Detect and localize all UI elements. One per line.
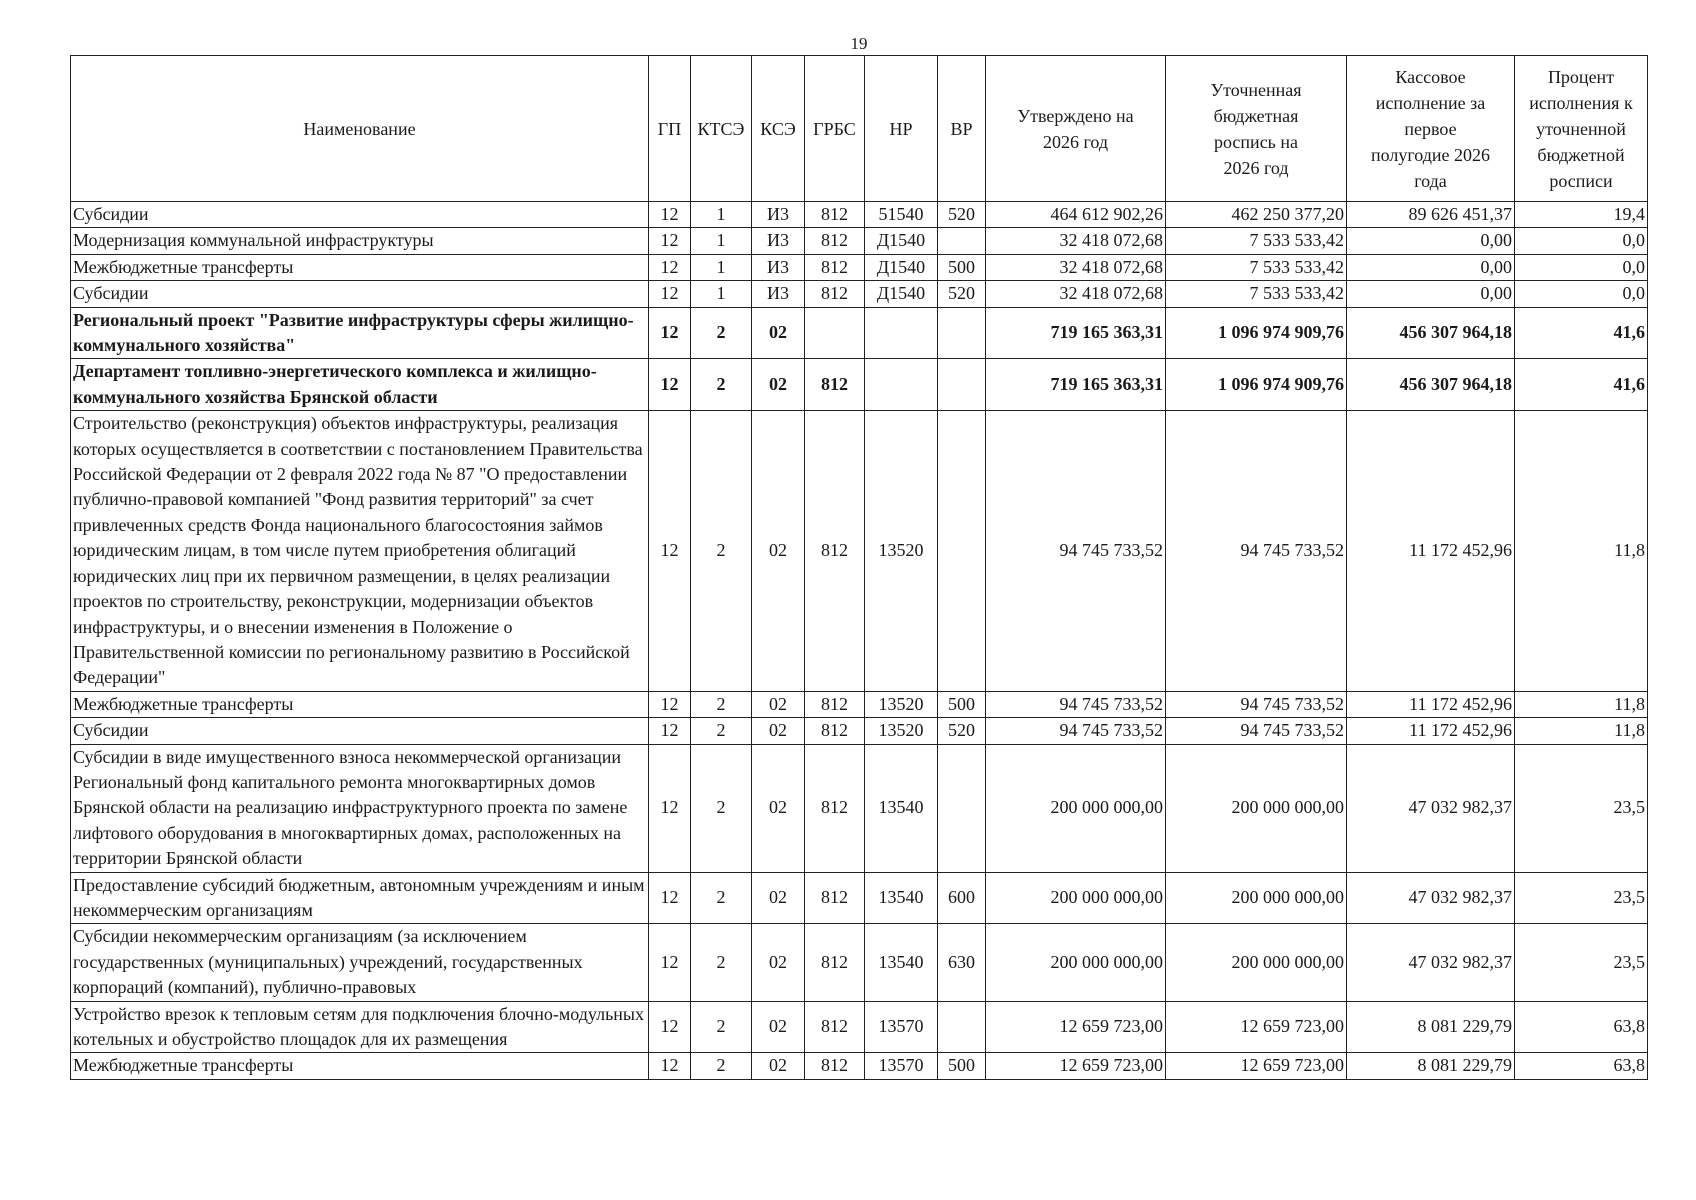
row-name: Департамент топливно-энергетического комплекса и жилищно-коммунального хозяйства Брянской области [71,359,649,411]
row-refined: 12 659 723,00 [1166,1053,1347,1079]
row-cash: 47 032 982,37 [1347,872,1515,924]
row-name: Модернизация коммунальной инфраструктуры [71,228,649,254]
row-percent: 63,8 [1515,1053,1648,1079]
row-percent: 0,0 [1515,228,1648,254]
row-kse: 02 [752,411,805,691]
row-approved: 32 418 072,68 [986,228,1166,254]
row-refined: 94 745 733,52 [1166,691,1347,717]
row-ktse: 2 [691,744,752,872]
row-approved: 94 745 733,52 [986,411,1166,691]
row-refined: 94 745 733,52 [1166,718,1347,744]
row-cash: 11 172 452,96 [1347,411,1515,691]
row-vr: 520 [938,281,986,307]
row-percent: 41,6 [1515,359,1648,411]
row-cash: 456 307 964,18 [1347,359,1515,411]
row-vr: 500 [938,254,986,280]
row-grbs: 812 [805,228,865,254]
budget-table [70,55,1648,1080]
header-row [71,56,1648,202]
row-refined: 462 250 377,20 [1166,202,1347,228]
header-refined: Уточненная бюджетная роспись на 2026 год [1166,56,1347,202]
table-row [71,872,1648,924]
row-kse: 02 [752,307,805,359]
row-grbs: 812 [805,202,865,228]
header-percent: Процент исполнения к уточненной бюджетной росписи [1515,56,1648,202]
row-kse: И3 [752,254,805,280]
row-refined: 7 533 533,42 [1166,228,1347,254]
row-gp: 12 [649,872,691,924]
table-body [71,202,1648,1080]
row-nr: 13540 [865,872,938,924]
row-nr: 13570 [865,1053,938,1079]
row-kse: 02 [752,691,805,717]
table-row [71,1053,1648,1079]
row-approved: 32 418 072,68 [986,254,1166,280]
row-kse: И3 [752,281,805,307]
row-approved: 464 612 902,26 [986,202,1166,228]
row-approved: 200 000 000,00 [986,872,1166,924]
row-gp: 12 [649,924,691,1001]
row-refined: 200 000 000,00 [1166,924,1347,1001]
row-name: Субсидии [71,202,649,228]
row-vr: 520 [938,718,986,744]
row-refined: 200 000 000,00 [1166,744,1347,872]
row-nr: 13540 [865,744,938,872]
row-grbs: 812 [805,1053,865,1079]
row-cash: 47 032 982,37 [1347,924,1515,1001]
table-row [71,744,1648,872]
row-cash: 0,00 [1347,254,1515,280]
row-percent: 41,6 [1515,307,1648,359]
row-refined: 1 096 974 909,76 [1166,359,1347,411]
row-nr: 13570 [865,1001,938,1053]
row-refined: 7 533 533,42 [1166,281,1347,307]
row-refined: 200 000 000,00 [1166,872,1347,924]
row-name: Субсидии [71,718,649,744]
row-name: Строительство (реконструкция) объектов инфраструктуры, реализация которых осуществляется в соответствии с постановлением Правительства Российской Федерации от 2 февраля 2022 года № 87 "О предоставлении публично-правовой компанией "Фонд развития территорий" за счет привлеченных средств Фонда национального благосостояния займов юридическим лицам, в том числе путем приобретения облигаций юридических лиц при их первичном размещении, в целях реализации проектов по строительству, реконструкции, модернизации объектов инфраструктуры, и о внесении изменения в Положение о Правительственной комиссии по региональному развитию в Российской Федерации" [71,411,649,691]
row-approved: 12 659 723,00 [986,1053,1166,1079]
row-approved: 719 165 363,31 [986,359,1166,411]
row-nr: 51540 [865,202,938,228]
row-name: Межбюджетные трансферты [71,1053,649,1079]
row-nr: 13520 [865,718,938,744]
header-nr: НР [865,56,938,202]
row-ktse: 2 [691,1053,752,1079]
table-row [71,718,1648,744]
row-cash: 456 307 964,18 [1347,307,1515,359]
row-percent: 19,4 [1515,202,1648,228]
row-name: Субсидии [71,281,649,307]
row-ktse: 1 [691,202,752,228]
table-row [71,202,1648,228]
row-vr [938,359,986,411]
table-row [71,411,1648,691]
row-gp: 12 [649,1001,691,1053]
row-ktse: 2 [691,1001,752,1053]
row-percent: 0,0 [1515,281,1648,307]
table-row [71,924,1648,1001]
row-ktse: 2 [691,872,752,924]
row-vr: 500 [938,691,986,717]
row-ktse: 1 [691,281,752,307]
row-ktse: 2 [691,307,752,359]
row-kse: 02 [752,924,805,1001]
row-gp: 12 [649,744,691,872]
row-approved: 719 165 363,31 [986,307,1166,359]
row-kse: 02 [752,359,805,411]
header-kse: КСЭ [752,56,805,202]
row-grbs: 812 [805,281,865,307]
row-approved: 12 659 723,00 [986,1001,1166,1053]
row-gp: 12 [649,691,691,717]
row-ktse: 1 [691,228,752,254]
table-row [71,1001,1648,1053]
row-ktse: 1 [691,254,752,280]
row-percent: 23,5 [1515,744,1648,872]
row-grbs: 812 [805,872,865,924]
row-nr: 13520 [865,691,938,717]
row-name: Предоставление субсидий бюджетным, автономным учреждениям и иным некоммерческим организациям [71,872,649,924]
row-name: Межбюджетные трансферты [71,691,649,717]
row-refined: 7 533 533,42 [1166,254,1347,280]
row-percent: 23,5 [1515,924,1648,1001]
row-vr [938,744,986,872]
row-grbs: 812 [805,744,865,872]
row-nr: Д1540 [865,228,938,254]
row-gp: 12 [649,228,691,254]
header-grbs: ГРБС [805,56,865,202]
row-grbs [805,307,865,359]
row-nr [865,307,938,359]
row-nr: 13540 [865,924,938,1001]
row-gp: 12 [649,202,691,228]
header-gp: ГП [649,56,691,202]
header-name: Наименование [71,56,649,202]
row-gp: 12 [649,307,691,359]
row-nr: Д1540 [865,254,938,280]
table-row [71,359,1648,411]
row-percent: 63,8 [1515,1001,1648,1053]
row-vr: 630 [938,924,986,1001]
table-row [71,281,1648,307]
row-percent: 0,0 [1515,254,1648,280]
row-approved: 200 000 000,00 [986,924,1166,1001]
row-kse: 02 [752,718,805,744]
row-vr: 520 [938,202,986,228]
row-cash: 8 081 229,79 [1347,1001,1515,1053]
row-approved: 94 745 733,52 [986,691,1166,717]
row-name: Устройство врезок к тепловым сетям для подключения блочно-модульных котельных и обустройство площадок для их размещения [71,1001,649,1053]
row-approved: 200 000 000,00 [986,744,1166,872]
header-approved: Утверждено на 2026 год [986,56,1166,202]
row-approved: 94 745 733,52 [986,718,1166,744]
row-kse: 02 [752,1053,805,1079]
row-kse: И3 [752,228,805,254]
row-grbs: 812 [805,254,865,280]
row-nr: 13520 [865,411,938,691]
row-vr [938,228,986,254]
row-grbs: 812 [805,691,865,717]
row-grbs: 812 [805,1001,865,1053]
row-vr [938,1001,986,1053]
row-percent: 23,5 [1515,872,1648,924]
row-ktse: 2 [691,718,752,744]
table-row [71,254,1648,280]
row-refined: 12 659 723,00 [1166,1001,1347,1053]
row-vr: 600 [938,872,986,924]
row-name: Межбюджетные трансферты [71,254,649,280]
row-gp: 12 [649,254,691,280]
row-vr: 500 [938,1053,986,1079]
header-cash: Кассовое исполнение за первое полугодие 2026 года [1347,56,1515,202]
row-kse: 02 [752,872,805,924]
table-row [71,691,1648,717]
row-name: Субсидии в виде имущественного взноса некоммерческой организации Региональный фонд капитального ремонта многоквартирных домов Брянской области на реализацию инфраструктурного проекта по замене лифтового оборудования в многоквартирных домах, расположенных на территории Брянской области [71,744,649,872]
row-percent: 11,8 [1515,411,1648,691]
row-gp: 12 [649,718,691,744]
row-name: Субсидии некоммерческим организациям (за исключением государственных (муниципальных) учреждений, государственных корпораций (компаний), публично-правовых [71,924,649,1001]
row-percent: 11,8 [1515,691,1648,717]
row-kse: И3 [752,202,805,228]
header-ktse: КТСЭ [691,56,752,202]
row-ktse: 2 [691,359,752,411]
row-cash: 47 032 982,37 [1347,744,1515,872]
page-number: 19 [850,34,868,53]
row-refined: 1 096 974 909,76 [1166,307,1347,359]
row-refined: 94 745 733,52 [1166,411,1347,691]
row-grbs: 812 [805,359,865,411]
row-cash: 0,00 [1347,281,1515,307]
table-row [71,307,1648,359]
row-kse: 02 [752,1001,805,1053]
row-cash: 8 081 229,79 [1347,1053,1515,1079]
row-gp: 12 [649,411,691,691]
row-vr [938,307,986,359]
row-grbs: 812 [805,718,865,744]
row-kse: 02 [752,744,805,872]
row-grbs: 812 [805,411,865,691]
row-ktse: 2 [691,924,752,1001]
row-percent: 11,8 [1515,718,1648,744]
header-vr: ВР [938,56,986,202]
row-cash: 0,00 [1347,228,1515,254]
row-nr [865,359,938,411]
row-ktse: 2 [691,411,752,691]
row-cash: 89 626 451,37 [1347,202,1515,228]
row-gp: 12 [649,359,691,411]
row-cash: 11 172 452,96 [1347,691,1515,717]
row-cash: 11 172 452,96 [1347,718,1515,744]
table-row [71,228,1648,254]
row-nr: Д1540 [865,281,938,307]
row-name: Региональный проект "Развитие инфраструктуры сферы жилищно-коммунального хозяйства" [71,307,649,359]
row-ktse: 2 [691,691,752,717]
row-vr [938,411,986,691]
row-gp: 12 [649,281,691,307]
row-approved: 32 418 072,68 [986,281,1166,307]
row-grbs: 812 [805,924,865,1001]
row-gp: 12 [649,1053,691,1079]
